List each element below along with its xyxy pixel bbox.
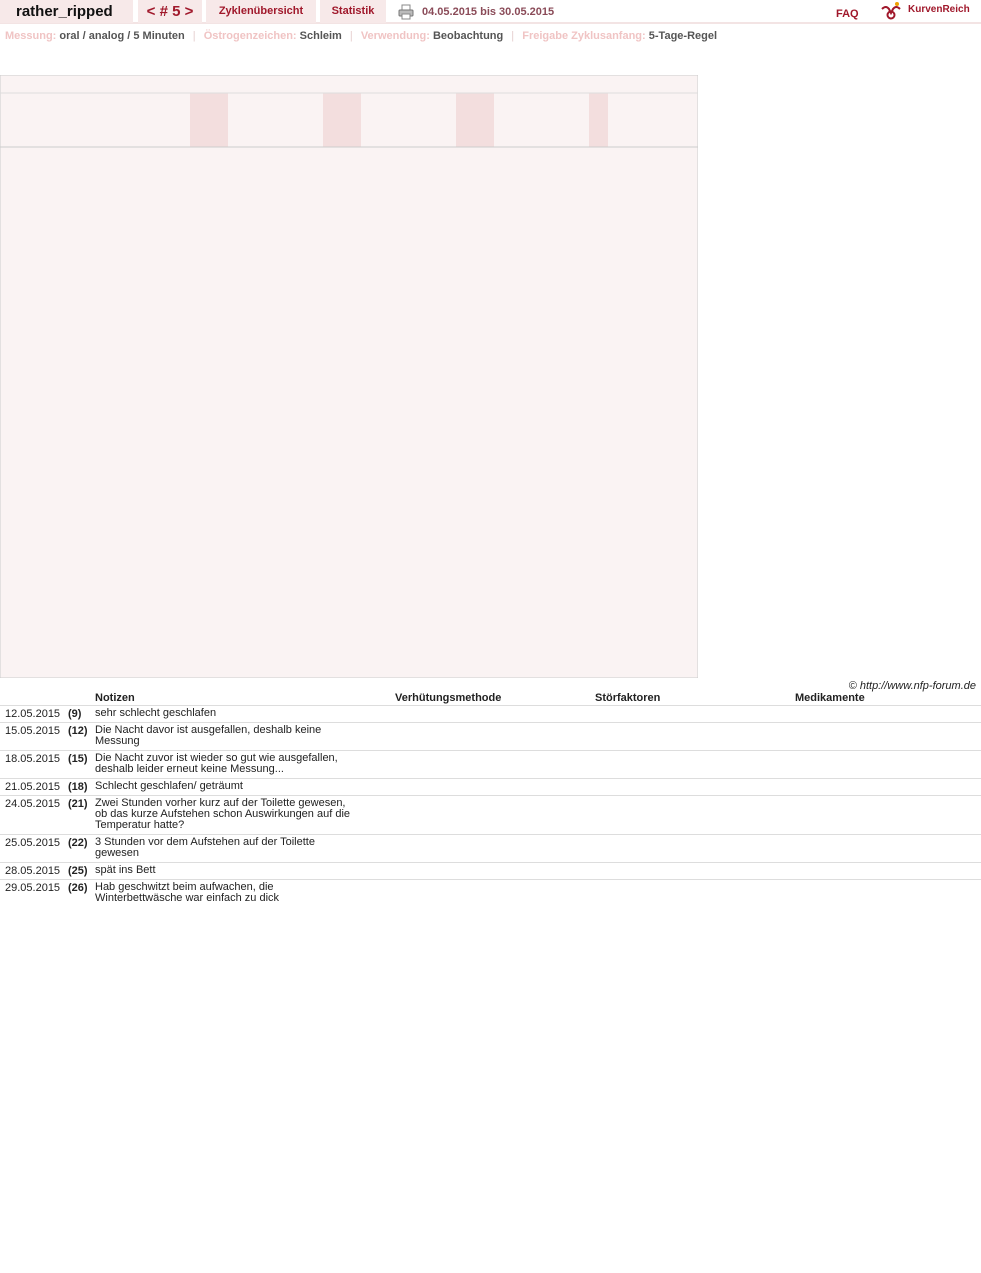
note-text: spät ins Bett (95, 864, 156, 876)
note-cycle-day: (25) (68, 865, 88, 877)
table-row (0, 862, 981, 879)
measurement-settings (5, 30, 717, 42)
setting-value: oral / analog / 5 Minuten (59, 30, 185, 42)
note-cycle-day: (15) (68, 753, 88, 765)
date-range: 04.05.2015 bis 30.05.2015 (422, 6, 555, 18)
table-row (0, 722, 981, 750)
header-medication: Medikamente (795, 692, 865, 704)
header-contraception: Verhütungsmethode (395, 692, 502, 704)
table-row (0, 705, 981, 722)
kurvenreich-logo-icon[interactable] (880, 1, 902, 21)
setting-value: Schleim (299, 30, 342, 42)
cycle-navigator[interactable]: < # 5 > (138, 0, 202, 23)
weekend-column (323, 93, 342, 147)
weekend-column (209, 93, 228, 147)
notes-table (0, 691, 981, 907)
separator: | (192, 30, 196, 42)
top-bar (0, 0, 981, 24)
note-text: Die Nacht davor ist ausgefallen, deshalb keine Messung (95, 724, 322, 747)
notes-table-body (0, 705, 981, 907)
note-date: 21.05.2015 (5, 781, 61, 793)
note-cycle-day: (18) (68, 781, 88, 793)
setting-label: Freigabe Zyklusanfang: (522, 30, 646, 42)
table-row (0, 778, 981, 795)
table-row (0, 879, 981, 907)
note-date: 18.05.2015 (5, 753, 61, 765)
table-row (0, 795, 981, 834)
notes-table-header (0, 691, 981, 705)
separator: | (349, 30, 353, 42)
temperature-chart (0, 75, 698, 678)
separator: | (511, 30, 515, 42)
note-date: 15.05.2015 (5, 725, 61, 737)
setting-value: Beobachtung (432, 30, 504, 42)
setting-label: Östrogenzeichen: (203, 30, 297, 42)
weekend-column (342, 93, 361, 147)
header-notes: Notizen (95, 692, 135, 704)
faq-link[interactable]: FAQ (836, 8, 859, 20)
copyright: © http://www.nfp-forum.de (848, 680, 976, 692)
statistics-tab[interactable]: Statistik (320, 0, 386, 23)
brand-name[interactable]: KurvenReich (908, 4, 970, 15)
note-date: 28.05.2015 (5, 865, 61, 877)
note-text: Die Nacht zuvor ist wieder so gut wie ausgefallen, deshalb leider erneut keine Messung... (95, 752, 338, 775)
table-row (0, 834, 981, 862)
chart-background (0, 75, 698, 678)
note-text: Schlecht geschlafen/ geträumt (95, 780, 243, 792)
note-text: Zwei Stunden vorher kurz auf der Toilette gewesen, ob das kurze Aufstehen schon Auswirkungen auf die Temperatur hatte? (95, 797, 351, 831)
temperature-chart-svg (0, 75, 698, 678)
note-cycle-day: (22) (68, 837, 88, 849)
note-date: 12.05.2015 (5, 708, 61, 720)
header-disturbances: Störfaktoren (595, 692, 661, 704)
printer-icon[interactable] (398, 4, 414, 20)
note-text: 3 Stunden vor dem Aufstehen auf der Toilette gewesen (95, 836, 315, 859)
note-cycle-day: (26) (68, 882, 88, 894)
setting-value: 5-Tage-Regel (648, 30, 718, 42)
note-text: sehr schlecht geschlafen (95, 707, 217, 719)
user-name-tab[interactable]: rather_ripped (0, 0, 133, 23)
note-text: Hab geschwitzt beim aufwachen, die Winterbettwäsche war einfach zu dick (95, 881, 280, 904)
note-date: 29.05.2015 (5, 882, 61, 894)
table-row (0, 750, 981, 778)
note-cycle-day: (21) (68, 798, 88, 810)
note-date: 24.05.2015 (5, 798, 61, 810)
setting-label: Messung: (5, 30, 57, 42)
note-cycle-day: (12) (68, 725, 88, 737)
weekend-column (475, 93, 494, 147)
cycle-overview-tab[interactable]: Zyklenübersicht (206, 0, 316, 23)
weekend-column (456, 93, 475, 147)
note-date: 25.05.2015 (5, 837, 61, 849)
setting-label: Verwendung: (360, 30, 430, 42)
weekend-column (589, 93, 608, 147)
note-cycle-day: (9) (68, 708, 82, 720)
weekend-column (190, 93, 209, 147)
